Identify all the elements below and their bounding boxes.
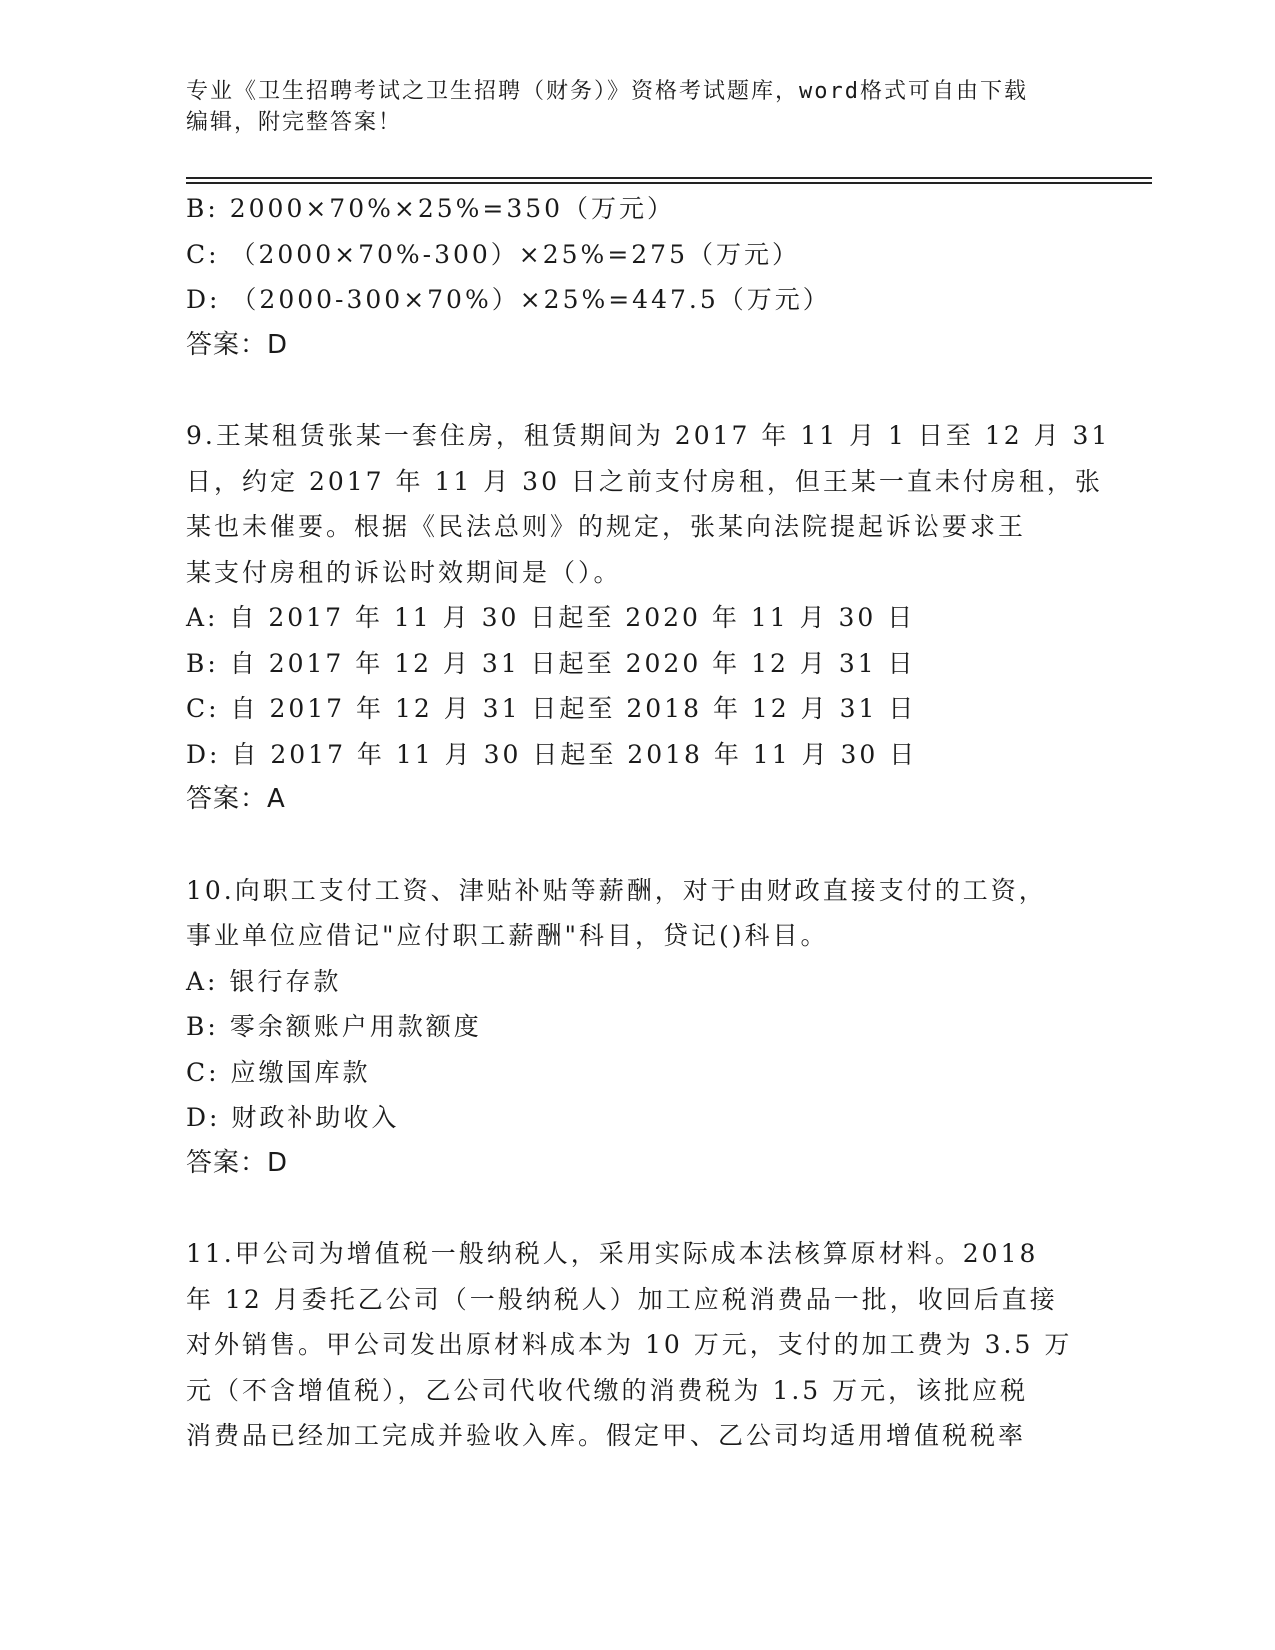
option-a: A: 银行存款 [186, 966, 342, 996]
question-9 [186, 413, 1111, 823]
question-stem-line: 11.甲公司为增值税一般纳税人，采用实际成本法核算原材料。2018 [186, 1239, 1039, 1268]
header-divider-bottom [186, 182, 1152, 184]
question-stem-line: 某支付房租的诉讼时效期间是（）。 [186, 557, 622, 587]
document-header [186, 76, 1066, 138]
document-body [186, 186, 1111, 1459]
option-b: B: 零余额账户用款额度 [186, 1012, 482, 1041]
option-d: D: （2000-300×70%）×25%=447.5（万元） [186, 285, 831, 314]
option-a: A: 自 2017 年 11 月 30 日起至 2020 年 11 月 30 日 [186, 603, 916, 632]
question-stem-line: 事业单位应借记"应付职工薪酬"科目，贷记()科目。 [186, 921, 829, 950]
question-stem-line: 9.王某租赁张某一套住房，租赁期间为 2017 年 11 月 1 日至 12 月 31 [186, 421, 1111, 450]
question-stem-line: 年 12 月委托乙公司（一般纳税人）加工应税消费品一批，收回后直接 [186, 1284, 1058, 1314]
header-line-1: 专业《卫生招聘考试之卫生招聘（财务）》资格考试题库，word格式可自由下载 [186, 79, 1028, 104]
question-stem-line: 元（不含增值税），乙公司代收代缴的消费税为 1.5 万元，该批应税 [186, 1375, 1029, 1405]
option-c: C: （2000×70%-300）×25%=275（万元） [186, 239, 800, 269]
answer-label: 答案：D [186, 1147, 289, 1178]
option-c: C: 自 2017 年 12 月 31 日起至 2018 年 12 月 31 日 [186, 694, 917, 723]
question-stem-line: 某也未催要。根据《民法总则》的规定，张某向法院提起诉讼要求王 [186, 512, 1027, 541]
option-b: B: 2000×70%×25%=350（万元） [186, 194, 676, 223]
answer-label: 答案：A [186, 784, 286, 814]
header-divider-top [186, 177, 1152, 179]
option-c: C: 应缴国库款 [186, 1057, 371, 1087]
header-line-2: 编辑，附完整答案！ [186, 110, 403, 135]
question-10 [186, 868, 1066, 1187]
question-stem-line: 日，约定 2017 年 11 月 30 日之前支付房租，但王某一直未付房租，张 [186, 466, 1103, 496]
option-b: B: 自 2017 年 12 月 31 日起至 2020 年 12 月 31 日 [186, 648, 916, 678]
question-stem-line: 10.向职工支付工资、津贴补贴等薪酬，对于由财政直接支付的工资， [186, 875, 1047, 905]
question-continued [186, 186, 1066, 368]
question-stem-line: 消费品已经加工完成并验收入库。假定甲、乙公司均适用增值税税率 [186, 1421, 1027, 1450]
option-d: D: 自 2017 年 11 月 30 日起至 2018 年 11 月 30 日 [186, 739, 918, 769]
question-11 [186, 1231, 1073, 1459]
option-d: D: 财政补助收入 [186, 1103, 400, 1132]
answer-label: 答案：D [186, 329, 289, 360]
question-stem-line: 对外销售。甲公司发出原材料成本为 10 万元，支付的加工费为 3.5 万 [186, 1330, 1073, 1359]
